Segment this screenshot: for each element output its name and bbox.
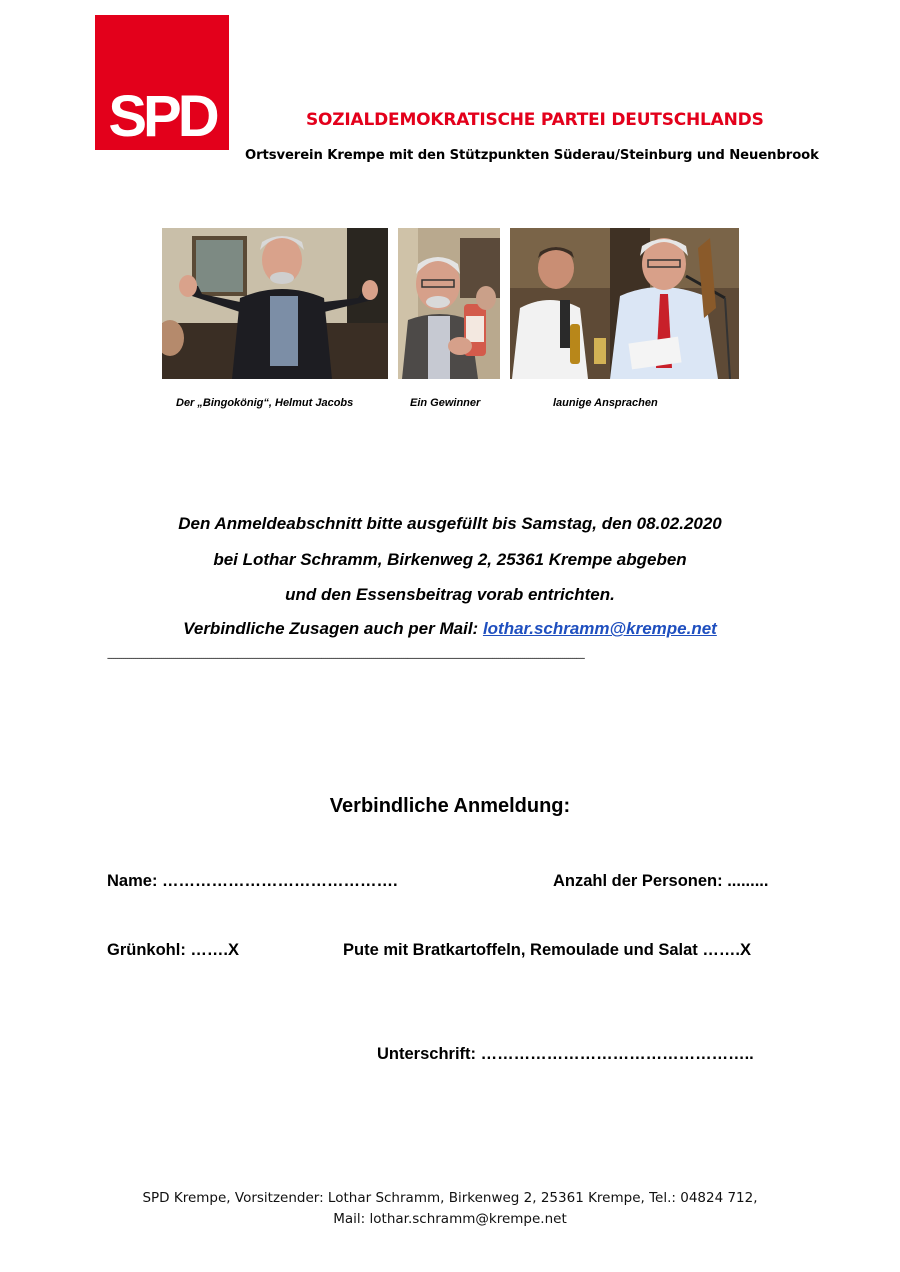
email-link[interactable]: lothar.schramm@krempe.net [482, 619, 717, 638]
footer-address: SPD Krempe, Vorsitzender: Lothar Schramm, Birkenweg 2, 25361 Krempe, Tel.: 04824 712, [142, 1190, 758, 1206]
logo-text: SPD [108, 84, 216, 149]
photo-caption: Der „Bingokönig“, Helmut Jacobs [176, 397, 354, 409]
name-field: Name: ……………………………………. [107, 872, 398, 890]
form-title: Verbindliche Anmeldung: [329, 795, 571, 817]
notice-line: bei Lothar Schramm, Birkenweg 2, 25361 Krempe abgeben [213, 550, 687, 569]
notice-line [0, 619, 900, 639]
pute-option: Pute mit Bratkartoffeln, Remoulade und Salat …….X [343, 941, 751, 959]
photo-ansprachen [510, 228, 739, 379]
gruenkohl-option: Grünkohl: …….X [107, 941, 239, 959]
cut-line: ----------------------------------------------------------------------------------------------------------------------------------------------------------------------------------------------------------------------------------------------- [107, 653, 585, 663]
photo-caption: launige Ansprachen [553, 397, 658, 409]
ortsverein-subtitle: Ortsverein Krempe mit den Stützpunkten Süderau/Steinburg und Neuenbrook [245, 148, 819, 163]
photo-gewinner [398, 228, 500, 379]
notice-line: und den Essensbeitrag vorab entrichten. [285, 585, 615, 604]
photo-caption: Ein Gewinner [410, 397, 481, 409]
persons-count-field: Anzahl der Personen: ......... [553, 872, 769, 890]
footer-mail: Mail: lothar.schramm@krempe.net [333, 1211, 567, 1227]
signature-field: Unterschrift: ………………………………………….. [377, 1045, 754, 1063]
spd-logo [95, 15, 229, 150]
party-name: SOZIALDEMOKRATISCHE PARTEI DEUTSCHLANDS [306, 110, 764, 130]
photo-bingokoenig [162, 228, 388, 379]
notice-line: Den Anmeldeabschnitt bitte ausgefüllt bis Samstag, den 08.02.2020 [178, 514, 722, 533]
notice-mail-prefix: Verbindliche Zusagen auch per Mail: [183, 619, 483, 638]
